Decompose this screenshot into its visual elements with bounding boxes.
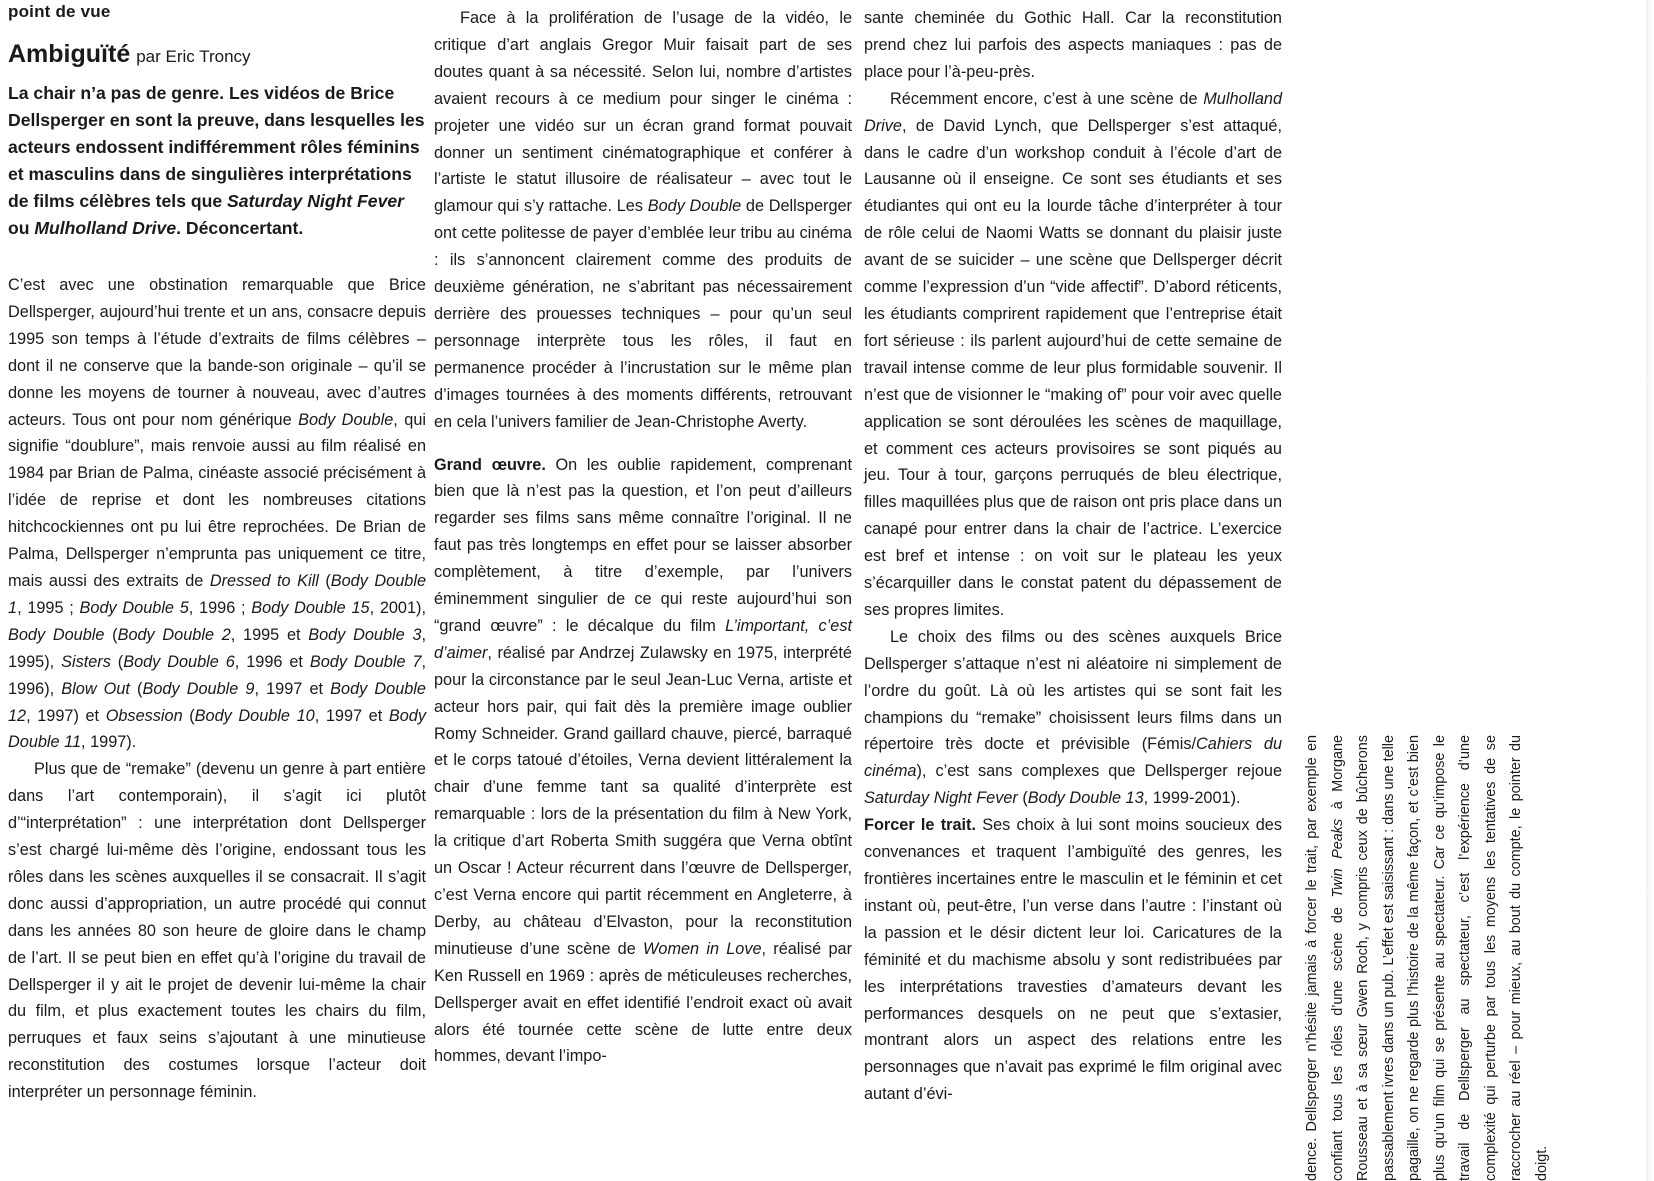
text-run: de Dellsperger ont cette politesse de payer d’emblée leur tribu au cinéma : ils s’annoncent clairement comme des produits de deuxième génération, ne s’abritant pas nécessairement derrière des prouesses techniques – pour qu’un seul personnage interprète tous les rôles, il faut en permanence procéder à l’incrustation sur le même plan d’images tournées à des moments différents, retrouvant en cela l’univers familier de Jean-Christophe Averty. <box>434 197 852 431</box>
paragraph <box>434 5 852 436</box>
italic-text: Body Double 15 <box>251 598 370 617</box>
rotated-column-wrap <box>1300 735 1636 1181</box>
italic-text: Body Double 3 <box>308 625 422 644</box>
text-run: , 1995), <box>8 625 426 671</box>
italic-text: Body Double 7 <box>309 652 422 671</box>
italic-text: Body Double <box>298 410 394 429</box>
text-run: , qui signifie “doublure”, mais renvoie aussi au film réalisé en 1984 par Brian de Palma, cinéaste associé précisément à l’idée de reprise et dont les nombreuses citations hitchcockiennes ont pu lui être reprochées. De Brian de Palma, Dellsperger n’emprunta pas uniquement ce titre, mais aussi des extraits de <box>8 410 426 590</box>
italic-text: Blow Out <box>61 679 130 698</box>
paragraph <box>8 272 426 756</box>
text-run: ( <box>1017 789 1028 808</box>
text-run: sante cheminée du Gothic Hall. Car la reconstitution prend chez lui parfois des aspects maniaques : pas de place pour l’à-peu-près. <box>864 9 1282 81</box>
text-run: , 1997 et <box>314 706 389 725</box>
subhead: Grand œuvre. <box>434 455 546 474</box>
section-label: point de vue <box>8 2 111 21</box>
text-run: Récemment encore, c’est à une scène de <box>890 89 1204 108</box>
text-run: ), c’est sans complexes que Dellsperger rejoue <box>916 762 1282 781</box>
text-run: ou <box>8 217 35 238</box>
text-run: Le choix des films ou des scènes auxquels Brice Dellsperger s’attaque n’est ni aléatoire ni simplement de l’ordre du goût. Là où les artistes qui se sont fait les champions du “remake” choisissent leurs films dans un répertoire très docte et prévisible (Fémis/ <box>864 627 1282 754</box>
column-1 <box>8 272 426 1106</box>
paragraph <box>8 756 426 1106</box>
italic-text: Body Double 13 <box>1027 789 1144 808</box>
paragraph <box>864 5 1282 86</box>
italic-text: Body Double 1 <box>8 571 426 617</box>
text-run: , 1997). <box>81 733 137 752</box>
text-run: , de David Lynch, que Dellsperger s’est attaqué, dans le cadre d’un workshop conduit à l’école d’art de Lausanne où il enseigne. Ce sont ses étudiants et ses étudiantes qui ont eu la lourde tâche d’interpréter à tour de rôle celui de Naomi Watts se donnant du plaisir juste avant de se suicider – une scène que Dellsperger décrit comme l’expression d’un “vide affectif”. D’abord réticents, les étudiants comprirent rapidement que l’entreprise était fort sérieuse : ils parlent aujourd’hui de cette semaine de travail intense comme de leur plus formidable souvenir. Il n’est que de visionner le “making of” pour voir avec quelle application se sont déroulées les scènes de maquillage, et comment ces acteurs provisoires se sont piqués au jeu. Tour à tour, garçons perruqués de bleu électrique, filles maquillées plus que de raison ont pris place dans un canapé pour entrer dans la chair de l’actrice. L’exercice est bref et intense : on voit sur le plateau les yeux s’écarquiller dans le constat patent du dépassement de ses propres limites. <box>864 116 1282 619</box>
text-run: , 2001), <box>369 598 426 617</box>
text-run: , 1996), <box>8 652 426 698</box>
article-title: Ambiguïté <box>8 40 131 68</box>
italic-text: Body Double 6 <box>123 652 235 671</box>
italic-text: Cahiers du cinéma <box>864 735 1282 781</box>
text-run: ( <box>182 706 195 725</box>
title-block <box>8 40 428 69</box>
subhead: Forcer le trait. <box>864 816 976 835</box>
paragraph <box>864 86 1282 624</box>
column-2 <box>434 5 852 1070</box>
text-run: , 1997 et <box>254 679 331 698</box>
rotated-column <box>1300 735 1555 1181</box>
text-run: Ses choix à lui sont moins soucieux des convenances et traquent l’ambiguïté des genres, les frontières incertaines entre le masculin et le féminin et cet instant où, peut-être, l’un verse dans l’autre : l’instant où la passion et le désir dictent leur loi. Caricatures de la féminité et du machisme absolu y sont redistribuées par les interprétations travesties d’amateurs devant les performances desquels on ne peut que s’extasier, montrant alors un aspect des relations entre les personnages que n’avait pas exprimé le film original avec autant d’évi- <box>864 816 1282 1104</box>
paragraph <box>864 812 1282 1108</box>
italic-text: Women in Love <box>643 939 762 958</box>
italic-text: Saturday Night Fever <box>864 789 1018 808</box>
rotated-paragraph <box>1300 735 1555 1181</box>
italic-text: Dressed to Kill <box>209 571 319 590</box>
text-run: , 1997) et <box>26 706 106 725</box>
text-run: , réalisé par Andrzej Zulawsky en 1975, interprété pour la circonstance par le seul Jean-Luc Verna, artiste et acteur hors pair, qui fait dès la première image oublier Romy Schneider. Grand gaillard chauve, piercé, barraqué et le corps tatoué d’étoiles, Verna devient littéralement la chair d’une femme tant sa qualité d’interprète est remarquable : lors de la présentation du film à New York, la critique d’art Roberta Smith suggéra que Verna obtînt un Oscar ! Acteur récurrent dans l’œuvre de Dellsperger, c’est Verna encore qui partit récemment en Angleterre, à Derby, au château d’Elvaston, pour la reconstitution minutieuse d’une scène de <box>434 643 852 958</box>
italic-text: Body Double <box>647 197 742 216</box>
text-run: C’est avec une obstination remarquable que Brice Dellsperger, aujourd’hui trente et un ans, consacre depuis 1995 son temps à l’étude d’extraits de films célèbres – dont il ne conserve que la bande-son originale – qu’il se donne les moyens de tourner à nouveau, avec d’autres acteurs. Tous ont pour nom générique <box>8 276 426 429</box>
text-run: ( <box>110 652 124 671</box>
text-run: , 1996 et <box>234 652 310 671</box>
italic-text: Body Double 5 <box>79 598 189 617</box>
text-run: ( <box>129 679 143 698</box>
italic-text: Body Double <box>8 625 105 644</box>
italic-text: L’important, c’est d’aimer <box>434 616 852 662</box>
italic-text: Mulholland Drive <box>864 89 1282 135</box>
lead-paragraph <box>8 80 426 241</box>
text-run: La chair n’a pas de genre. Les vidéos de Brice Dellsperger en sont la preuve, dans lesquelles les acteurs endossent indifféremment rôles féminins et masculins dans de singulières interprétations de films célèbres tels que <box>8 83 425 211</box>
text-run: , 1996 ; <box>188 598 252 617</box>
italic-text: Body Double 12 <box>8 679 426 725</box>
italic-text: Saturday Night Fever <box>227 190 405 211</box>
italic-text: Body Double 10 <box>194 706 315 725</box>
italic-text: Body Double 2 <box>117 625 231 644</box>
italic-text: Body Double 11 <box>8 706 426 752</box>
italic-text: Obsession <box>105 706 183 725</box>
italic-text: Mulholland Drive <box>34 217 177 238</box>
text-run: Plus que de “remake” (devenu un genre à part entière dans l’art contemporain), il s’agit ici plutôt d’“interprétation” : une interprétation dont Dellsperger s’est chargé lui-même dès l’origine, endossant tous les rôles dans les scènes auxquelles il se consacrait. Il s’agit donc aussi d’appropriation, un autre procédé qui connut dans les années 80 son heure de gloire dans le champ de l’art. Il se peut bien en effet qu’à l’origine du travail de Dellsperger il y ait le projet de devenir lui-même la chair du film, et plus exactement toutes les chairs du film, perruques et faux seins s’ajoutant à une minutieuse reconstitution des costumes lorsque l’acteur doit interpréter un personnage féminin. <box>8 760 426 1102</box>
text-run: ( <box>318 571 331 590</box>
text-run: , 1995 et <box>230 625 309 644</box>
text-run: . Déconcertant. <box>176 217 304 238</box>
byline: par Eric Troncy <box>136 47 251 66</box>
italic-text: Sisters <box>61 652 111 671</box>
paragraph <box>864 624 1282 812</box>
text-run: ( <box>104 625 118 644</box>
text-run: On les oublie rapidement, comprenant bien que là n’est pas la question, et l’on peut d’ailleurs regarder ses films sans même connaître l’original. Il ne faut pas très longtemps en effet pour se laisser absorber complètement, à titre d’exemple, par l’univers éminemment singulier de ce qui reste aujourd’hui son “grand œuvre” : le décalque du film <box>434 455 852 635</box>
paragraph <box>434 452 852 1071</box>
text-run: à Morgane Rousseau et à sa sœur Gwen Roch, y compris ceux de bûcherons passablement ivres dans un pub. L’effet est saisissant : dans une telle pagaille, on ne regarde plus l’histoire de la même façon, et c’est bien plus qu’un film qui se présente au spectateur. Car ce qu’impose le travail de Dellsperger au spectateur, c’est l’expérience d’une complexité qui perturbe par tous les moyens les tentatives de se raccrocher au réel – pour mieux, au bout du compte, le pointer du doigt. <box>1329 735 1550 1181</box>
text-run: dence. Dellsperger n’hésite jamais à forcer le trait, par exemple en confiant tous les rôles d’une scène de <box>1304 735 1346 1181</box>
text-run: , 1999-2001). <box>1143 789 1241 808</box>
italic-text: Twin Peaks <box>1329 818 1346 898</box>
scan-edge <box>1646 0 1654 1181</box>
italic-text: Body Double 9 <box>142 679 255 698</box>
text-run: Face à la prolifération de l’usage de la vidéo, le critique d’art anglais Gregor Muir faisait part de ses doutes quant à sa nécessité. Selon lui, nombre d’artistes avaient recours à ce medium pour singer le cinéma : projeter une vidéo sur un écran grand format pouvait donner un sentiment cinématographique et conférer à l’artiste le statut illusoire de réalisateur – avec tout le glamour qui s’y rattache. Les <box>434 9 852 216</box>
text-run: , 1995 ; <box>17 598 80 617</box>
column-3 <box>864 5 1282 1108</box>
text-run: , réalisé par Ken Russell en 1969 : après de méticuleuses recherches, Dellsperger avait en effet identifié l’endroit exact où avait alors été tournée cette scène de lutte entre deux hommes, devant l’impo- <box>434 939 852 1066</box>
